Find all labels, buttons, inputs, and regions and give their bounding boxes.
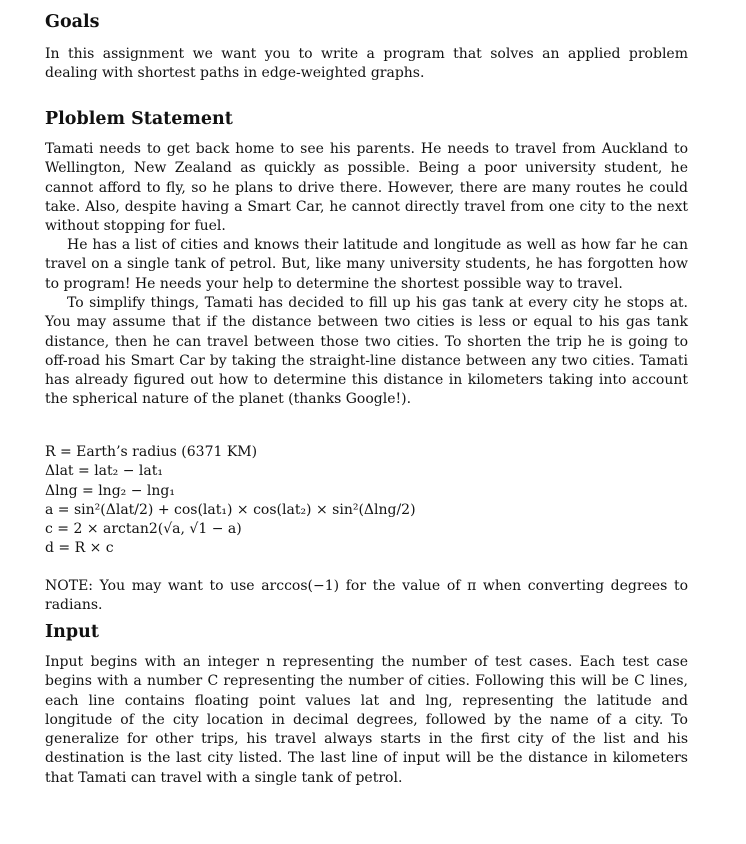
note-text: NOTE: You may want to use arccos(−1) for the value of π when converting degrees to radians. xyxy=(45,578,688,614)
problem-heading: Ploblem Statement xyxy=(45,109,233,129)
formula-a: a = sin²(Δlat/2) + cos(lat₁) × cos(lat₂) × sin²(Δlng/2) xyxy=(45,501,416,518)
formula-c: c = 2 × arctan2(√a, √1 − a) xyxy=(45,521,242,538)
formula-delta-lng: Δlng = lng₂ − lng₁ xyxy=(45,482,175,499)
problem-paragraph-3: To simplify things, Tamati has decided to fill up his gas tank at every city he stops at. You may assume that if the distance between two cities is less or equal to his gas tank distance, then he can travel between those two cities. To shorten the trip he is going to off-road his Smart Car by taking the straight-line distance between any two cities. Tamati has already figured out how to determine this distance in kilometers taking into account the spherical nature of the planet (thanks Google!). xyxy=(45,295,688,408)
goals-heading: Goals xyxy=(45,12,100,32)
input-text: Input begins with an integer n representing the number of test cases. Each test case begins with a number C representing the number of cities. Following this will be C lines, each line contains floating point values lat and lng, representing the latitude and longitude of the city location in decimal degrees, followed by the name of a city. To generalize for other trips, his travel always starts in the first city of the list and his destination is the last city listed. The last line of input will be the distance in kilometers that Tamati can travel with a single tank of petrol. xyxy=(45,654,688,786)
formula-block xyxy=(45,443,416,559)
problem-paragraph-2: He has a list of cities and knows their latitude and longitude as well as how far he can travel on a single tank of petrol. But, like many university students, he has forgotten how to program! He needs your help to determine the shortest possible way to travel. xyxy=(45,237,688,292)
input-heading: Input xyxy=(45,622,99,642)
formula-radius: R = Earth’s radius (6371 KM) xyxy=(45,444,258,460)
problem-paragraph-1: Tamati needs to get back home to see his parents. He needs to travel from Auckland to Wellington, New Zealand as quickly as possible. Being a poor university student, he cannot afford to fly, so he plans to drive there. However, there are many routes he could take. Also, despite having a Smart Car, he cannot directly travel from one city to the next without stopping for fuel. xyxy=(45,141,688,235)
formula-delta-lat: Δlat = lat₂ − lat₁ xyxy=(45,463,163,480)
goals-text: In this assignment we want you to write a program that solves an applied problem dealing with shortest paths in edge-weighted graphs. xyxy=(45,46,688,82)
formula-d: d = R × c xyxy=(45,540,114,557)
